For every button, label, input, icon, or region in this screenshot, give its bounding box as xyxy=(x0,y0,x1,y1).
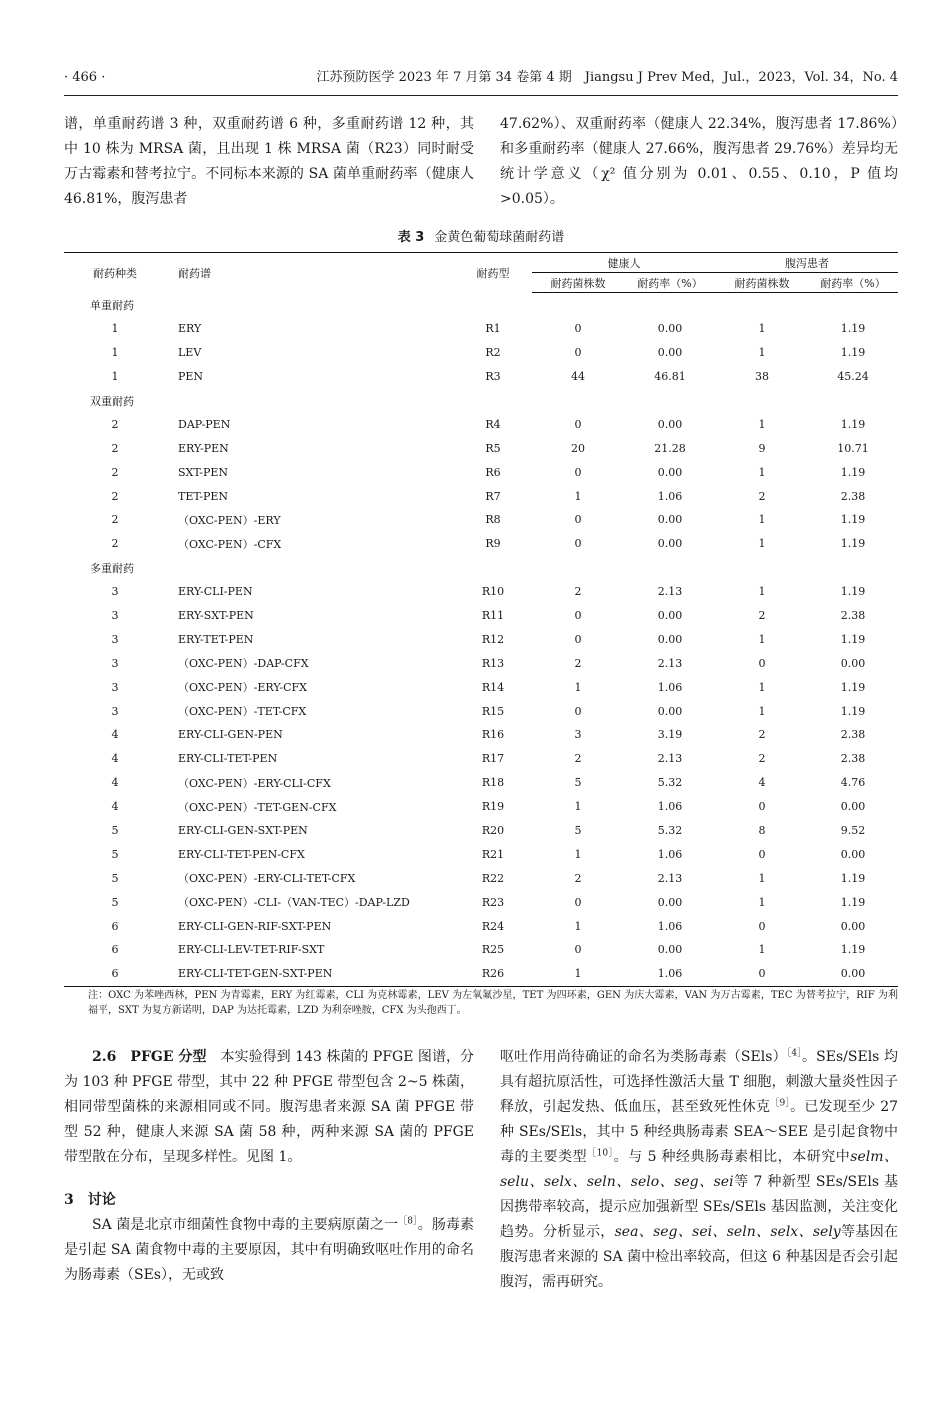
healthy-count-cell: 2 xyxy=(574,871,582,885)
patient-count-cell: 1 xyxy=(758,322,766,336)
type-cell: R26 xyxy=(454,962,532,986)
patient-rate-cell: 1.19 xyxy=(840,513,866,527)
healthy-count-cell: 1 xyxy=(574,680,582,694)
healthy-count-cell: 1 xyxy=(574,919,582,933)
patient-count-cell: 0 xyxy=(758,847,766,861)
table-row xyxy=(64,604,898,628)
healthy-rate-cell: 2.13 xyxy=(657,871,683,885)
section-2-6-paragraph xyxy=(64,1045,474,1170)
profile-cell: （OXC-PEN）-TET-CFX xyxy=(178,705,307,719)
type-cell: R11 xyxy=(481,609,505,623)
type-cell: R16 xyxy=(481,728,505,742)
healthy-rate-cell: 0.00 xyxy=(657,609,683,623)
group-label: 双重耐药 xyxy=(90,394,134,408)
citation-4: ［4］ xyxy=(786,1048,802,1059)
type-cell: R19 xyxy=(481,800,505,814)
table-row xyxy=(64,365,898,389)
patient-count-cell: 38 xyxy=(755,370,769,384)
drug-count-cell: 3 xyxy=(111,609,119,623)
patient-rate-cell: 0.00 xyxy=(840,847,866,861)
header-profile: 耐药谱 xyxy=(166,253,454,293)
table-row xyxy=(64,842,898,866)
section-3-text: SA 菌是北京市细菌性食物中毒的主要病原菌之一 xyxy=(92,1217,399,1233)
header-patients-count: 耐药菌株数 xyxy=(716,273,808,293)
healthy-count-cell: 0 xyxy=(574,537,582,551)
section-2-6-heading: 2.6 PFGE 分型 xyxy=(92,1049,207,1065)
drug-count-cell: 2 xyxy=(111,417,119,431)
drug-count-cell: 5 xyxy=(111,895,119,909)
drug-count-cell: 2 xyxy=(111,489,119,503)
patient-count-cell: 1 xyxy=(758,513,766,527)
patient-count-cell: 1 xyxy=(758,465,766,479)
table-row xyxy=(64,699,898,723)
drug-count-cell: 2 xyxy=(111,465,119,479)
section-3-heading: 3 讨论 xyxy=(64,1192,116,1208)
header-category: 耐药种类 xyxy=(64,253,166,293)
section-3-text: 等 7 种新型 SEs/SEls 基因携带率较高，提示应加强新型 SEs/SEls 基因监测，关注变化趋势。分析显示， xyxy=(500,1174,898,1240)
healthy-count-cell: 0 xyxy=(574,704,582,718)
table-row xyxy=(64,651,898,675)
type-cell: R1 xyxy=(485,322,501,336)
running-title: 江苏预防医学 2023 年 7 月第 34 卷第 4 期 Jiangsu J Prev Med，Jul.，2023，Vol. 34，No. 4 xyxy=(316,70,898,85)
type-cell: R12 xyxy=(481,632,505,646)
table-row xyxy=(64,412,898,436)
drug-count-cell: 1 xyxy=(111,346,119,360)
section-3-text: 。肠毒素是引起 SA 菌食物中毒的主要原因，其中有明确致呕吐作用的命名为肠毒素（SEs），无或致 xyxy=(64,1217,475,1283)
profile-cell: ERY-CLI-PEN xyxy=(178,585,253,599)
profile-cell: ERY-PEN xyxy=(178,441,229,455)
drug-count-cell: 6 xyxy=(64,962,166,986)
healthy-count-cell: 0 xyxy=(574,943,582,957)
patient-rate-cell: 1.19 xyxy=(840,943,866,957)
healthy-rate-cell: 0.00 xyxy=(657,513,683,527)
table-row xyxy=(64,771,898,795)
patient-count-cell: 1 xyxy=(758,704,766,718)
drug-count-cell: 3 xyxy=(111,680,119,694)
table-note: 注：OXC 为苯唑西林，PEN 为青霉素，ERY 为红霉素，CLI 为克林霉素，LEV 为左氧氟沙星，TET 为四环素，GEN 为庆大霉素，VAN 为万古霉素，TEC 为替考拉宁，RIF 为利福平，SXT 为复方新诺明，DAP 为达托霉素，LZD 为利奈唑胺，CFX 为头孢西丁。 xyxy=(88,990,898,1016)
healthy-rate-cell: 2.13 xyxy=(657,585,683,599)
profile-cell: （OXC-PEN）-ERY-CLI-CFX xyxy=(178,776,331,790)
drug-count-cell: 5 xyxy=(111,847,119,861)
patient-rate-cell: 1.19 xyxy=(840,322,866,336)
citation-8: ［8］ xyxy=(398,1216,418,1227)
profile-cell: ERY-TET-PEN xyxy=(178,632,254,646)
table-row xyxy=(64,627,898,651)
section-3-text: 等基因在腹泻患者来源的 SA 菌中检出率较高，但这 6 种基因是否会引起腹泻，需再研究。 xyxy=(500,1224,899,1290)
profile-cell: ERY-CLI-LEV-TET-RIF-SXT xyxy=(178,943,325,957)
patient-rate-cell: 0.00 xyxy=(808,962,898,986)
table-row xyxy=(64,341,898,365)
table-row xyxy=(64,866,898,890)
healthy-count-cell: 3 xyxy=(574,728,582,742)
patient-count-cell: 2 xyxy=(758,728,766,742)
top-right-paragraph: 47.62%）、双重耐药率（健康人 22.34%，腹泻患者 17.86%）和多重耐药率（健康人 27.66%，腹泻患者 29.76%）差异均无统计学意义（χ² 值分别为 0.01、0.55、0.10，P 值均>0.05）。 xyxy=(500,116,898,207)
patient-rate-cell: 1.19 xyxy=(840,680,866,694)
patient-count-cell: 1 xyxy=(758,943,766,957)
section-3-text: 呕吐作用尚待确证的命名为类肠毒素（SEls） xyxy=(500,1049,787,1065)
patient-rate-cell: 0.00 xyxy=(840,656,866,670)
section-3-text: 。已发现至少 27 种 SEs/SEls，其中 5 种经典肠毒素 SEA～SEE 是引起食物中毒的主要类型 xyxy=(500,1099,899,1165)
healthy-count-cell: 1 xyxy=(574,800,582,814)
header-rule xyxy=(64,95,898,96)
healthy-count-cell: 0 xyxy=(574,513,582,527)
top-left-column xyxy=(64,112,474,212)
patient-rate-cell: 2.38 xyxy=(840,728,866,742)
resistance-table xyxy=(64,252,898,987)
healthy-rate-cell: 2.13 xyxy=(657,752,683,766)
patient-rate-cell: 2.38 xyxy=(840,609,866,623)
profile-cell: ERY-CLI-TET-PEN xyxy=(178,752,278,766)
patient-rate-cell: 9.52 xyxy=(840,824,866,838)
patient-count-cell: 2 xyxy=(758,489,766,503)
healthy-rate-cell: 1.06 xyxy=(657,489,683,503)
profile-cell: LEV xyxy=(178,346,202,360)
healthy-count-cell: 2 xyxy=(574,752,582,766)
healthy-rate-cell: 0.00 xyxy=(657,417,683,431)
patient-rate-cell: 1.19 xyxy=(840,871,866,885)
type-cell: R5 xyxy=(485,441,501,455)
type-cell: R9 xyxy=(485,537,501,551)
healthy-rate-cell: 3.19 xyxy=(657,728,683,742)
table-row xyxy=(64,723,898,747)
profile-cell: ERY-CLI-GEN-SXT-PEN xyxy=(178,824,308,838)
type-cell: R20 xyxy=(481,824,505,838)
healthy-rate-cell: 1.06 xyxy=(657,800,683,814)
drug-count-cell: 2 xyxy=(111,441,119,455)
drug-count-cell: 3 xyxy=(111,704,119,718)
table-row xyxy=(64,890,898,914)
healthy-count-cell: 0 xyxy=(574,346,582,360)
type-cell: R17 xyxy=(481,752,505,766)
patient-rate-cell: 1.19 xyxy=(840,417,866,431)
table-row xyxy=(64,675,898,699)
patient-count-cell: 2 xyxy=(758,752,766,766)
patient-count-cell: 1 xyxy=(758,537,766,551)
drug-count-cell: 3 xyxy=(111,656,119,670)
drug-count-cell: 1 xyxy=(111,322,119,336)
type-cell: R14 xyxy=(481,680,505,694)
profile-cell: ERY-CLI-GEN-PEN xyxy=(178,728,283,742)
profile-cell: （OXC-PEN）-ERY-CFX xyxy=(178,681,307,695)
patient-rate-cell: 1.19 xyxy=(840,585,866,599)
gene-list: sea、seg、sei、seln、selx、sely xyxy=(614,1224,841,1240)
patient-rate-cell: 1.19 xyxy=(840,537,866,551)
patient-count-cell: 0 xyxy=(758,800,766,814)
bottom-right-column xyxy=(500,1045,898,1295)
healthy-count-cell: 0 xyxy=(574,465,582,479)
type-cell: R8 xyxy=(485,513,501,527)
table-row xyxy=(64,580,898,604)
type-cell: R7 xyxy=(485,489,501,503)
table-row xyxy=(64,938,898,962)
patient-count-cell: 1 xyxy=(758,632,766,646)
header-healthy: 健康人 xyxy=(532,253,716,273)
patient-count-cell: 1 xyxy=(758,895,766,909)
drug-count-cell: 6 xyxy=(111,919,119,933)
patient-count-cell: 1 xyxy=(758,680,766,694)
healthy-rate-cell: 5.32 xyxy=(657,776,683,790)
healthy-rate-cell: 5.32 xyxy=(657,824,683,838)
group-label: 单重耐药 xyxy=(90,298,134,312)
type-cell: R3 xyxy=(485,370,501,384)
patient-rate-cell: 1.19 xyxy=(840,895,866,909)
healthy-count-cell: 0 xyxy=(574,895,582,909)
patient-rate-cell: 10.71 xyxy=(837,441,869,455)
drug-count-cell: 3 xyxy=(111,632,119,646)
patient-count-cell: 9 xyxy=(758,441,766,455)
table-body xyxy=(64,293,898,987)
drug-count-cell: 4 xyxy=(111,776,119,790)
bottom-left-column xyxy=(64,1045,474,1288)
patient-rate-cell: 0.00 xyxy=(840,919,866,933)
type-cell: R4 xyxy=(485,417,501,431)
table-row xyxy=(64,436,898,460)
healthy-rate-cell: 0.00 xyxy=(657,632,683,646)
healthy-rate-cell: 0.00 xyxy=(657,704,683,718)
healthy-count-cell: 20 xyxy=(571,441,585,455)
profile-cell: （OXC-PEN）-ERY xyxy=(178,513,281,527)
healthy-rate-cell: 0.00 xyxy=(657,346,683,360)
patient-count-cell: 1 xyxy=(758,585,766,599)
healthy-rate-cell: 0.00 xyxy=(657,465,683,479)
drug-count-cell: 4 xyxy=(111,800,119,814)
table-caption xyxy=(64,228,898,248)
patient-rate-cell: 1.19 xyxy=(840,632,866,646)
type-cell: R22 xyxy=(481,871,505,885)
drug-count-cell: 5 xyxy=(111,824,119,838)
table-row xyxy=(64,914,898,938)
section-3-text: 。与 5 种经典肠毒素相比，本研究中 xyxy=(613,1149,851,1165)
table-title: 金黄色葡萄球菌耐药谱 xyxy=(434,230,565,245)
profile-cell: （OXC-PEN）-CFX xyxy=(178,537,282,551)
patient-rate-cell: 2.38 xyxy=(840,489,866,503)
section-3-text: 。SEs/SEls 均具有超抗原活性，可选择性激活大量 T 细胞，刺激大量炎性因子释放，引起发热、低血压，甚至致死性休克 xyxy=(500,1049,898,1115)
healthy-count-cell: 1 xyxy=(574,847,582,861)
profile-cell: ERY-CLI-TET-GEN-SXT-PEN xyxy=(166,962,454,986)
drug-count-cell: 2 xyxy=(111,513,119,527)
type-cell: R18 xyxy=(481,776,505,790)
section-3-paragraph-left xyxy=(64,1213,474,1288)
type-cell: R6 xyxy=(485,465,501,479)
drug-count-cell: 6 xyxy=(111,943,119,957)
healthy-rate-cell: 0.00 xyxy=(657,895,683,909)
table-number: 表 3 xyxy=(397,230,425,245)
type-cell: R25 xyxy=(481,943,505,957)
group-row xyxy=(64,389,898,413)
patient-rate-cell: 1.19 xyxy=(840,346,866,360)
healthy-count-cell: 2 xyxy=(574,656,582,670)
patient-count-cell: 0 xyxy=(716,962,808,986)
gene-list: selm、selu、selx、seln、selo、seg、sei xyxy=(500,1149,899,1190)
patient-rate-cell: 0.00 xyxy=(840,800,866,814)
page-header xyxy=(64,66,898,90)
profile-cell: ERY xyxy=(178,322,202,336)
table-row xyxy=(64,532,898,556)
patient-count-cell: 8 xyxy=(758,824,766,838)
header-healthy-rate: 耐药率（%） xyxy=(624,273,716,293)
profile-cell: TET-PEN xyxy=(178,489,229,503)
patient-rate-cell: 45.24 xyxy=(837,370,869,384)
healthy-rate-cell: 1.06 xyxy=(657,919,683,933)
type-cell: R2 xyxy=(485,346,501,360)
drug-count-cell: 2 xyxy=(111,537,119,551)
profile-cell: （OXC-PEN）-ERY-CLI-TET-CFX xyxy=(178,872,356,886)
profile-cell: （OXC-PEN）-DAP-CFX xyxy=(178,657,309,671)
profile-cell: ERY-CLI-GEN-RIF-SXT-PEN xyxy=(178,919,332,933)
profile-cell: （OXC-PEN）-CLI-（VAN-TEC）-DAP-LZD xyxy=(178,896,410,910)
drug-count-cell: 4 xyxy=(111,752,119,766)
patient-rate-cell: 2.38 xyxy=(840,752,866,766)
type-cell: R15 xyxy=(481,704,505,718)
drug-count-cell: 3 xyxy=(111,585,119,599)
patient-count-cell: 0 xyxy=(758,656,766,670)
group-label: 多重耐药 xyxy=(90,561,134,575)
table-row xyxy=(64,819,898,843)
table-row xyxy=(64,747,898,771)
healthy-rate-cell: 2.13 xyxy=(657,656,683,670)
header-healthy-count: 耐药菌株数 xyxy=(532,273,624,293)
top-right-column xyxy=(500,112,898,212)
patient-count-cell: 0 xyxy=(758,919,766,933)
patient-rate-cell: 1.19 xyxy=(840,465,866,479)
patient-count-cell: 1 xyxy=(758,417,766,431)
healthy-rate-cell: 1.06 xyxy=(657,847,683,861)
type-cell: R10 xyxy=(481,585,505,599)
section-2-6-body: 本实验得到 143 株菌的 PFGE 图谱，分为 103 种 PFGE 带型，其中 22 种 PFGE 带型包含 2~5 株菌，相同带型菌株的来源相同或不同。腹泻患者来源 SA 菌 PFGE 带型 52 种，健康人来源 SA 菌 58 种，两种来源 SA 菌的 PFGE 带型散在分布，呈现多样性。见图 1。 xyxy=(64,1049,475,1165)
healthy-rate-cell: 0.00 xyxy=(657,943,683,957)
healthy-count-cell: 5 xyxy=(574,776,582,790)
citation-9: ［9］ xyxy=(770,1098,791,1109)
patient-count-cell: 1 xyxy=(758,346,766,360)
group-row xyxy=(64,293,898,317)
header-patients-rate: 耐药率（%） xyxy=(808,273,898,293)
healthy-count-cell: 0 xyxy=(574,322,582,336)
patient-count-cell: 1 xyxy=(758,871,766,885)
healthy-count-cell: 0 xyxy=(574,632,582,646)
table-row xyxy=(64,795,898,819)
healthy-count-cell: 2 xyxy=(574,585,582,599)
profile-cell: （OXC-PEN）-TET-GEN-CFX xyxy=(178,800,337,814)
table-row xyxy=(64,508,898,532)
healthy-rate-cell: 0.00 xyxy=(657,537,683,551)
header-type: 耐药型 xyxy=(454,253,532,293)
type-cell: R13 xyxy=(481,656,505,670)
healthy-rate-cell: 1.06 xyxy=(657,680,683,694)
patient-rate-cell: 4.76 xyxy=(840,776,866,790)
healthy-rate-cell: 46.81 xyxy=(654,370,686,384)
drug-count-cell: 4 xyxy=(111,728,119,742)
profile-cell: SXT-PEN xyxy=(178,465,229,479)
drug-count-cell: 5 xyxy=(111,871,119,885)
table-row xyxy=(64,317,898,341)
patient-count-cell: 2 xyxy=(758,609,766,623)
healthy-count-cell: 44 xyxy=(571,370,585,384)
patient-rate-cell: 1.19 xyxy=(840,704,866,718)
section-3-paragraph-right xyxy=(500,1045,898,1295)
profile-cell: ERY-CLI-TET-PEN-CFX xyxy=(178,847,305,861)
header-patients: 腹泻患者 xyxy=(716,253,898,273)
profile-cell: ERY-SXT-PEN xyxy=(178,609,254,623)
table-row xyxy=(64,460,898,484)
top-left-paragraph: 谱，单重耐药谱 3 种，双重耐药谱 6 种，多重耐药谱 12 种，其中 10 株为 MRSA 菌，且出现 1 株 MRSA 菌（R23）同时耐受万古霉素和替考拉宁。不同标本来源的 SA 菌单重耐药率（健康人 46.81%，腹泻患者 xyxy=(64,116,474,207)
healthy-count-cell: 5 xyxy=(574,824,582,838)
table-row xyxy=(64,484,898,508)
patient-count-cell: 4 xyxy=(758,776,766,790)
section-spacer xyxy=(64,1170,474,1188)
healthy-count-cell: 0 xyxy=(574,609,582,623)
drug-count-cell: 1 xyxy=(111,370,119,384)
type-cell: R21 xyxy=(481,847,505,861)
profile-cell: DAP-PEN xyxy=(178,417,231,431)
page-number: · 466 · xyxy=(64,70,106,85)
healthy-count-cell: 0 xyxy=(574,417,582,431)
healthy-rate-cell: 21.28 xyxy=(654,441,686,455)
healthy-count-cell: 1 xyxy=(574,489,582,503)
profile-cell: PEN xyxy=(178,370,204,384)
healthy-rate-cell: 1.06 xyxy=(624,962,716,986)
healthy-rate-cell: 0.00 xyxy=(657,322,683,336)
table-row xyxy=(64,962,898,986)
group-row xyxy=(64,556,898,580)
type-cell: R23 xyxy=(481,895,505,909)
type-cell: R24 xyxy=(481,919,505,933)
citation-10: ［10］ xyxy=(587,1148,614,1159)
healthy-count-cell: 1 xyxy=(532,962,624,986)
